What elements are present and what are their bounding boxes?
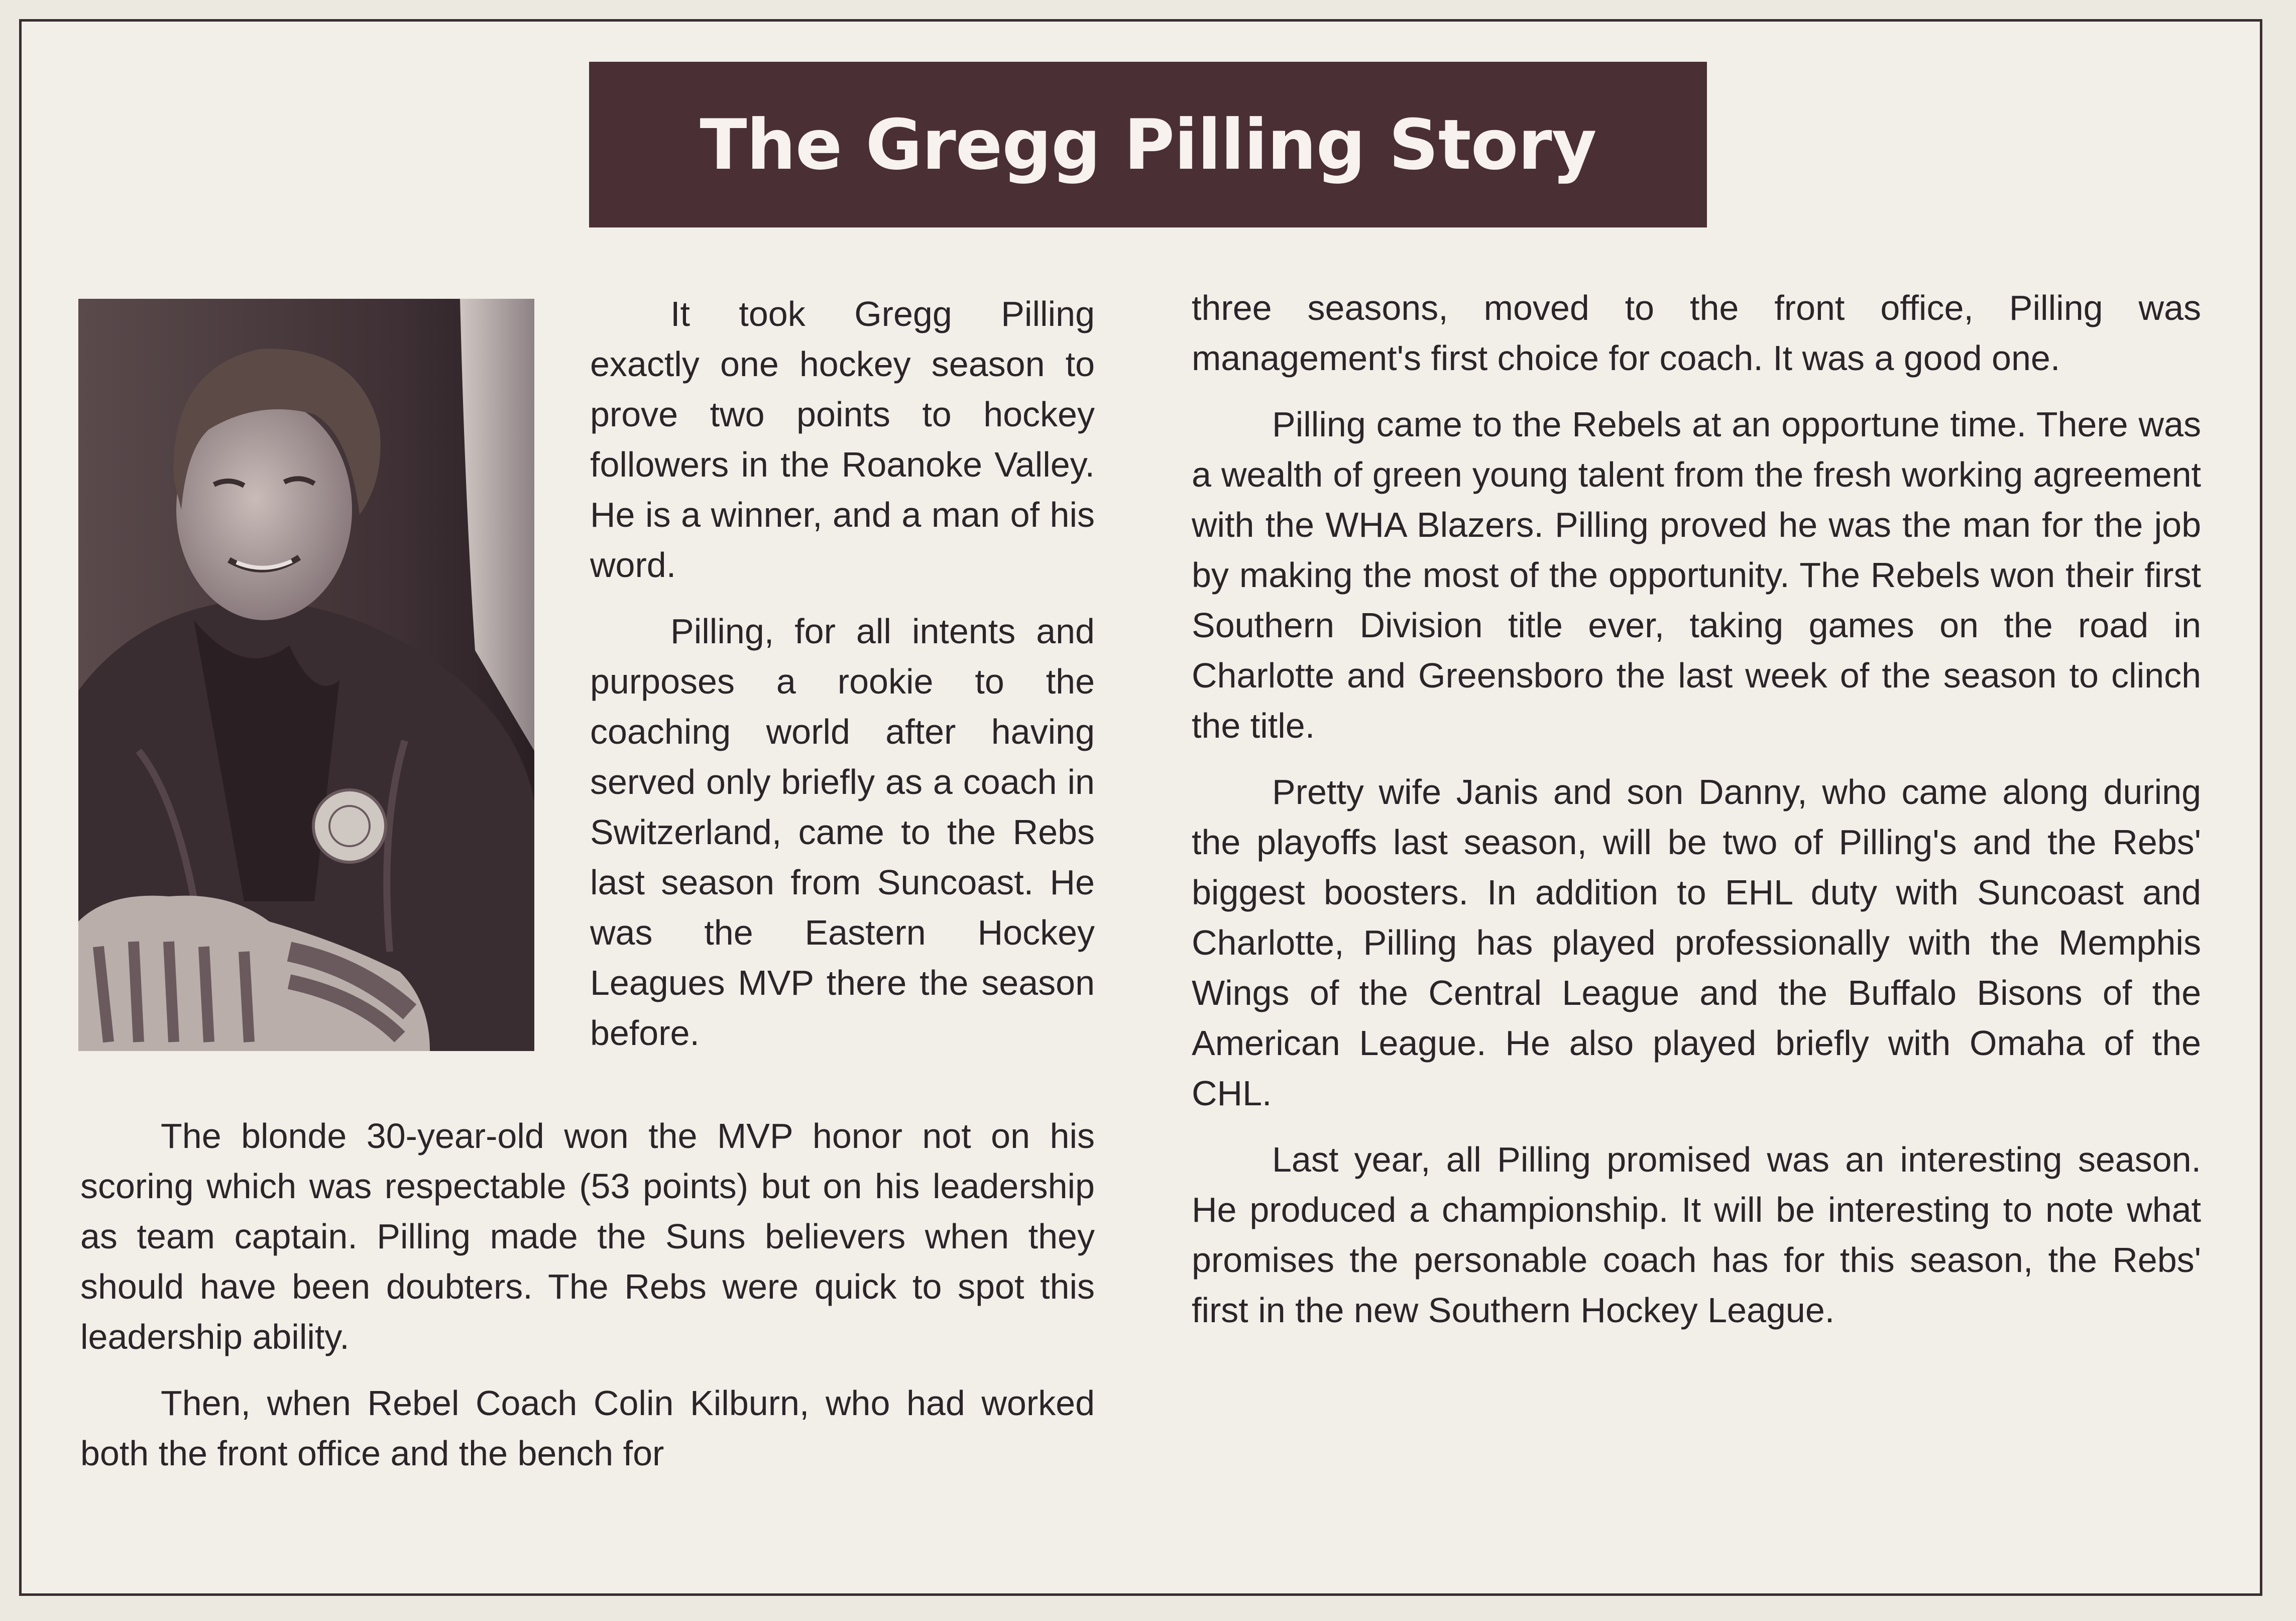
intro-paragraph-1: It took Gregg Pilling exactly one hockey season to prove two points to hockey followers in the Roanoke Valley. He is a winner, and a man of his word. — [590, 294, 1095, 585]
intro-column — [590, 289, 1095, 1058]
intro-paragraph-2: Pilling, for all intents and purposes a rookie to the coaching world after having served only briefly as a coach in Switzerland, came to the Rebs last season from Suncoast. He was the Eastern Hockey Leagues MVP there the season before. — [590, 612, 1095, 1053]
left-paragraph-3: The blonde 30-year-old won the MVP honor not on his scoring which was respectable (53 points) but on his leadership as team captain. Pilling made the Suns believers when they should have been doubters. The Rebs were quick to spot this leadership ability. — [80, 1116, 1095, 1356]
right-paragraph-4-continued: three seasons, moved to the front office, Pilling was management's first choice for coach. It was a good one. — [1192, 288, 2201, 378]
portrait-photo-icon — [78, 299, 534, 1051]
portrait-photo — [78, 299, 534, 1051]
right-column — [1192, 283, 2201, 1335]
right-paragraph-5: Pilling came to the Rebels at an opportune time. There was a wealth of green young talent from the fresh working agreement with the WHA Blazers. Pilling proved he was the man for the job by making the most of the opportunity. The Rebels won their first Southern Division title ever, taking games on the road in Charlotte and Greensboro the last week of the season to clinch the title. — [1192, 405, 2201, 745]
title-banner — [589, 62, 1707, 227]
page-title: The Gregg Pilling Story — [700, 104, 1596, 185]
right-paragraph-6: Pretty wife Janis and son Danny, who came along during the playoffs last season, will be two of Pilling's and the Rebs' biggest boosters. In addition to EHL duty with Suncoast and Charlotte, Pilling has played professionally with the Memphis Wings of the Central League and the Buffalo Bisons of the American League. He also played briefly with Omaha of the CHL. — [1192, 772, 2201, 1113]
right-paragraph-7: Last year, all Pilling promised was an interesting season. He produced a championship. It will be interesting to note what promises the personable coach has for this season, the Rebs' first in the new Southern Hockey League. — [1192, 1140, 2201, 1330]
left-paragraph-4: Then, when Rebel Coach Colin Kilburn, who had worked both the front office and the bench for — [80, 1383, 1095, 1473]
left-column — [80, 1111, 1095, 1478]
